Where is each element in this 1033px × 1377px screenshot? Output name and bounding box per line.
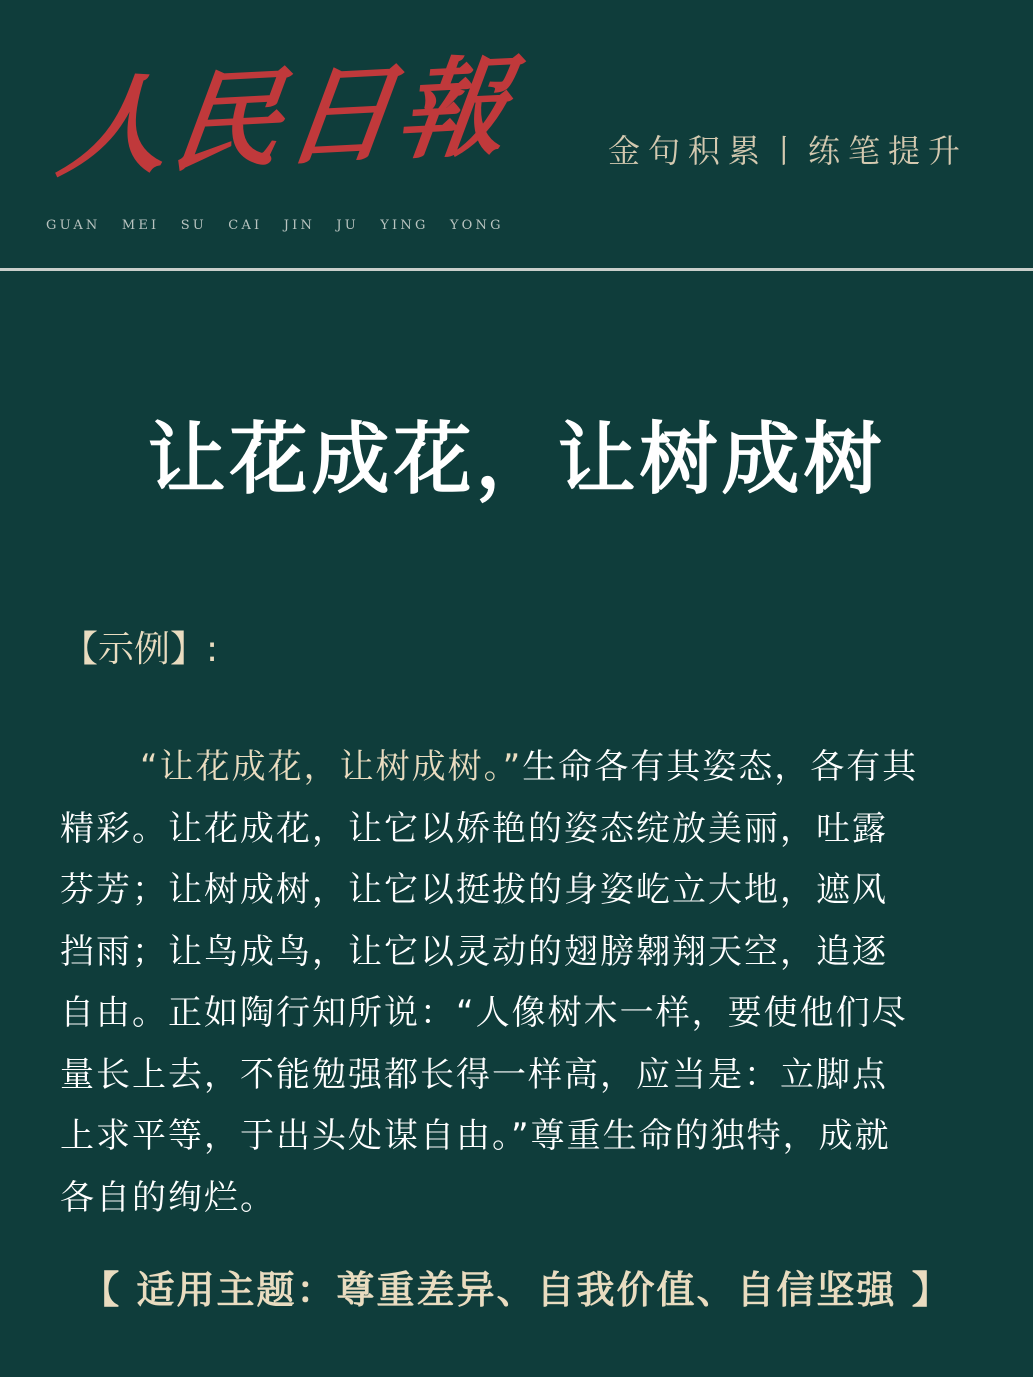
example-label: 【示例】: [62, 629, 219, 670]
header [0, 0, 1033, 272]
example-paragraph-text: 生命各有其姿态，各有其精彩。让花成花，让它以娇艳的姿态绽放美丽，吐露芬芳；让树成树，让它以挺拔的身姿屹立大地，遮风挡雨；让鸟成鸟，让它以灵动的翅膀翱翔天空，追逐自由。正如陶行知所说：“人像树木一样，要使他们尽量长上去，不能勉强都长得一样高，应当是：立脚点上求平等，于出头处谋自由。”尊重生命的独特，成就各自的绚烂。 [60, 747, 919, 1218]
header-divider [0, 268, 1033, 271]
page-title: 让花成花，让树成树 [147, 415, 886, 505]
applicable-themes: 【 适用主题：尊重差异、自我价值、自信坚强 】 [81, 1268, 952, 1312]
logo-subtitle: GUAN MEI SU CAI JIN JU YING YONG [46, 218, 504, 233]
newspaper-logo: 人民日報 [52, 43, 520, 193]
example-quote-lead: “让花成花，让树成树。” [140, 747, 523, 787]
example-paragraph [60, 737, 920, 1229]
header-slogan: 金句积累丨练笔提升 [608, 132, 969, 170]
